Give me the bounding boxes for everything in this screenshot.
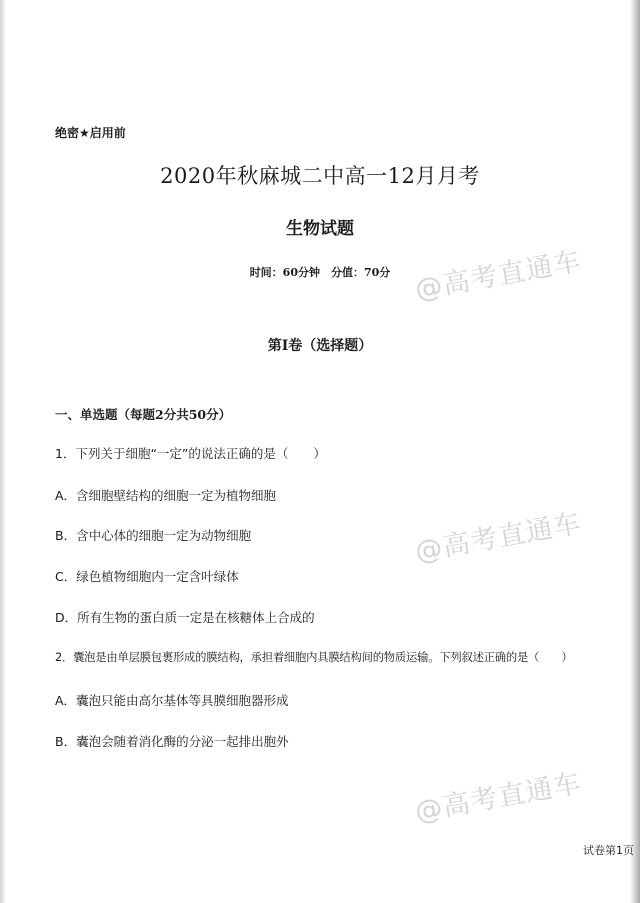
option-c: C．绿色植物细胞内一定含叶绿体 — [55, 569, 239, 584]
section-title: 第I卷（选择题） — [267, 338, 373, 354]
option-b: B．囊泡会随着消化酶的分泌一起排出胞外 — [55, 734, 289, 749]
exam-title: 2020年秋麻城二中高一12月月考 — [160, 164, 480, 188]
page-edge-right — [630, 0, 640, 903]
option-b: B．含中心体的细胞一定为动物细胞 — [55, 528, 252, 543]
option-a: A．囊泡只能由高尔基体等具膜细胞器形成 — [55, 693, 289, 708]
option-a: A．含细胞壁结构的细胞一定为植物细胞 — [55, 488, 277, 503]
question-stem: 1．下列关于细胞“一定”的说法正确的是（ ） — [55, 446, 326, 461]
watermark: @高考直通车 — [412, 246, 584, 306]
page-edge-left — [0, 0, 6, 903]
watermark: @高考直通车 — [412, 508, 584, 568]
exam-time-score: 时间：60分钟 分值：70分 — [249, 266, 391, 279]
page-number: 试卷第1页 — [583, 844, 634, 857]
exam-subject: 生物试题 — [286, 219, 354, 239]
option-d: D．所有生物的蛋白质一定是在核糖体上合成的 — [55, 610, 315, 625]
confidential-label: 绝密★启用前 — [55, 126, 126, 140]
question-stem: 2．囊泡是由单层膜包裹形成的膜结构，承担着细胞内具膜结构间的物质运输。下列叙述正确的是（ ） — [55, 651, 573, 664]
part-heading: 一、单选题（每题2分共50分） — [55, 407, 232, 422]
watermark: @高考直通车 — [412, 768, 584, 828]
